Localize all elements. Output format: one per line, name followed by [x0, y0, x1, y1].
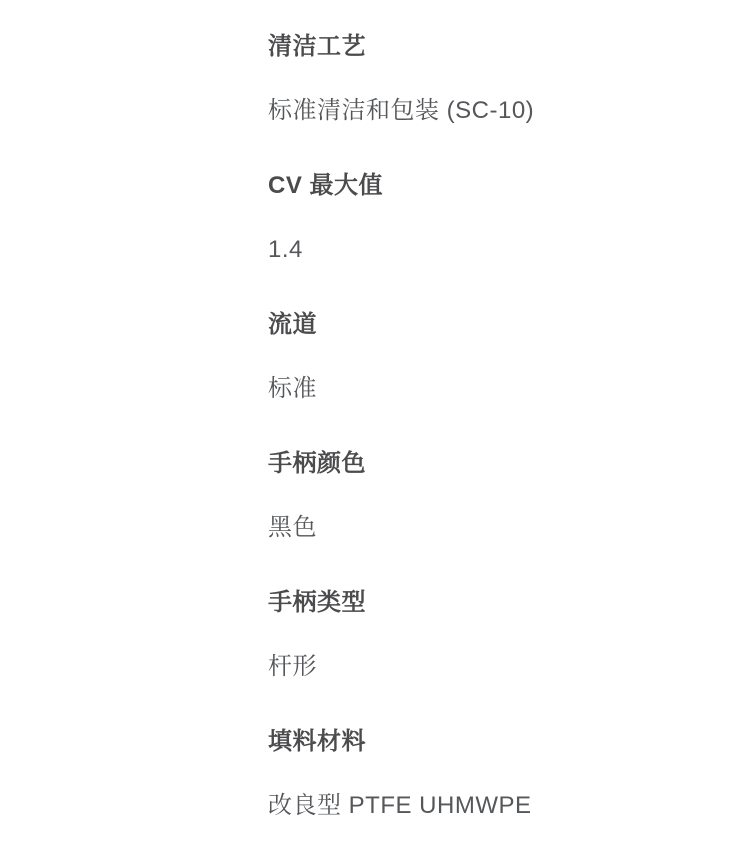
spec-value: 标准: [268, 375, 317, 402]
spec-value: 杆形: [268, 653, 317, 680]
spec-value: 1.4: [268, 236, 303, 263]
spec-row: [268, 170, 720, 265]
spec-row: [268, 587, 720, 682]
spec-value: 黑色: [268, 514, 317, 541]
spec-label: 手柄颜色: [268, 450, 366, 477]
spec-value: 改良型 PTFE UHMWPE: [268, 792, 532, 819]
spec-label: CV 最大值: [268, 172, 384, 199]
spec-row: [268, 726, 720, 821]
spec-label: 清洁工艺: [268, 33, 366, 60]
spec-label: 填料材料: [268, 728, 366, 755]
spec-label: 流道: [268, 311, 317, 338]
spec-label: 手柄类型: [268, 589, 366, 616]
spec-row: [268, 31, 720, 126]
spec-value: 标准清洁和包装 (SC-10): [268, 97, 535, 124]
spec-row: [268, 448, 720, 543]
spec-row: [268, 309, 720, 404]
